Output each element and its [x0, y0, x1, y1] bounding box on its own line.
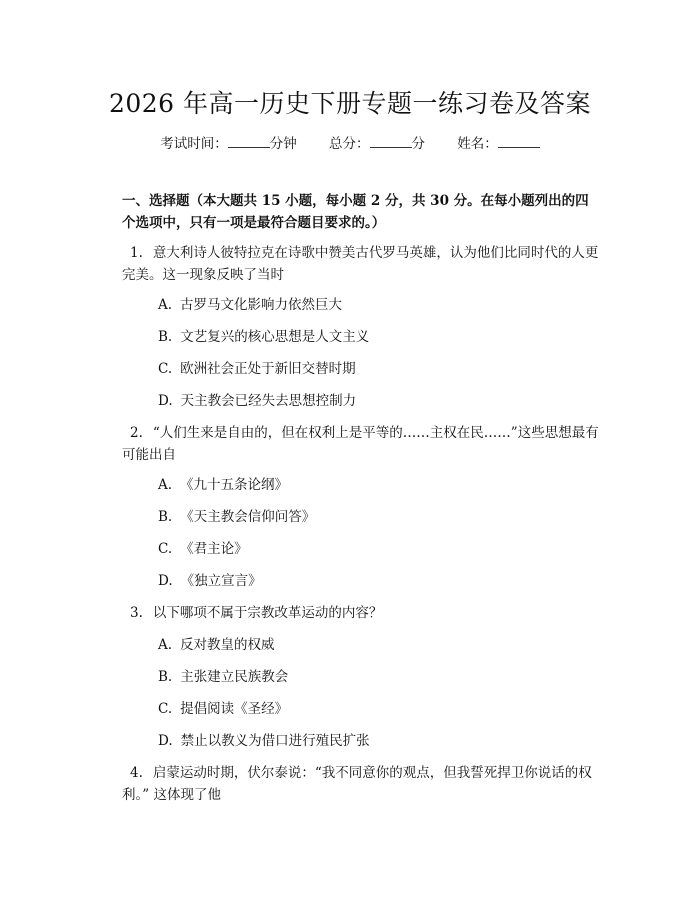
question-2-option-c	[158, 538, 248, 560]
exam-info-line	[0, 132, 700, 152]
page-title: 2026 年高一历史下册专题一练习卷及答案	[108, 89, 592, 118]
option-text: 《天主教会信仰问答》	[180, 509, 316, 525]
question-text: 启蒙运动时期，伏尔泰说：“我不同意你的观点，但我誓死捍卫你说话的权利。” 这体现了他	[122, 765, 592, 803]
question-1-option-c	[158, 358, 356, 380]
option-letter: B.	[158, 329, 173, 345]
option-text: 欧洲社会正处于新旧交替时期	[180, 361, 356, 377]
total-score-label: 总分：	[329, 136, 370, 152]
student-name-label: 姓名：	[457, 136, 498, 152]
option-letter: C.	[158, 701, 173, 717]
question-3	[122, 602, 602, 624]
question-3-option-b	[158, 666, 288, 688]
option-text: 主张建立民族教会	[180, 669, 289, 685]
question-2-option-d	[158, 570, 262, 592]
question-1-option-d	[158, 390, 356, 412]
option-text: 《九十五条论纲》	[180, 477, 289, 493]
question-number: 2.	[130, 425, 143, 441]
question-number: 1.	[130, 245, 143, 261]
option-letter: D.	[158, 393, 173, 409]
question-3-option-d	[158, 730, 370, 752]
option-text: 文艺复兴的核心思想是人文主义	[180, 329, 370, 345]
option-letter: B.	[158, 509, 173, 525]
option-text: 提倡阅读《圣经》	[180, 701, 289, 717]
question-number: 3.	[130, 605, 143, 621]
total-score-blank	[370, 135, 412, 148]
option-text: 《君主论》	[180, 541, 248, 557]
option-letter: A.	[158, 297, 173, 313]
option-letter: C.	[158, 541, 173, 557]
question-3-option-a	[158, 634, 275, 656]
option-text: 反对教皇的权威	[180, 637, 275, 653]
option-letter: D.	[158, 733, 173, 749]
exam-time-label: 考试时间：	[160, 136, 228, 152]
option-text: 天主教会已经失去思想控制力	[180, 393, 357, 409]
total-score-unit: 分	[411, 136, 425, 152]
option-letter: A.	[158, 637, 173, 653]
student-name-blank	[498, 135, 540, 148]
option-text: 古罗马文化影响力依然巨大	[180, 297, 343, 313]
question-2-option-b	[158, 506, 315, 528]
question-2	[122, 422, 602, 466]
question-1-option-b	[158, 326, 369, 348]
question-2-option-a	[158, 474, 288, 496]
option-letter: B.	[158, 669, 173, 685]
question-3-option-c	[158, 698, 288, 720]
exam-time-unit: 分钟	[269, 136, 297, 152]
question-1-option-a	[158, 294, 342, 316]
option-letter: A.	[158, 477, 173, 493]
question-text: “人们生来是自由的，但在权利上是平等的……主权在民……”这些思想最有可能出自	[122, 425, 599, 463]
question-text: 以下哪项不属于宗教改革运动的内容？	[152, 605, 383, 621]
exam-time-blank	[228, 135, 270, 148]
question-text: 意大利诗人彼特拉克在诗歌中赞美古代罗马英雄，认为他们比同时代的人更完美。这一现象反映了当时	[122, 245, 599, 283]
question-1	[122, 242, 602, 286]
question-4	[122, 762, 602, 806]
student-name-field	[457, 136, 540, 152]
option-letter: D.	[158, 573, 173, 589]
section-heading: 一、选择题（本大题共 15 小题，每小题 2 分，共 30 分。在每小题列出的四个选项中，只有一项是最符合题目要求的。）	[122, 193, 589, 231]
option-letter: C.	[158, 361, 173, 377]
total-score-field	[329, 136, 429, 152]
exam-time-field	[160, 136, 301, 152]
question-number: 4.	[130, 765, 143, 781]
option-text: 禁止以教义为借口进行殖民扩张	[180, 733, 370, 749]
option-text: 《独立宣言》	[180, 573, 262, 589]
